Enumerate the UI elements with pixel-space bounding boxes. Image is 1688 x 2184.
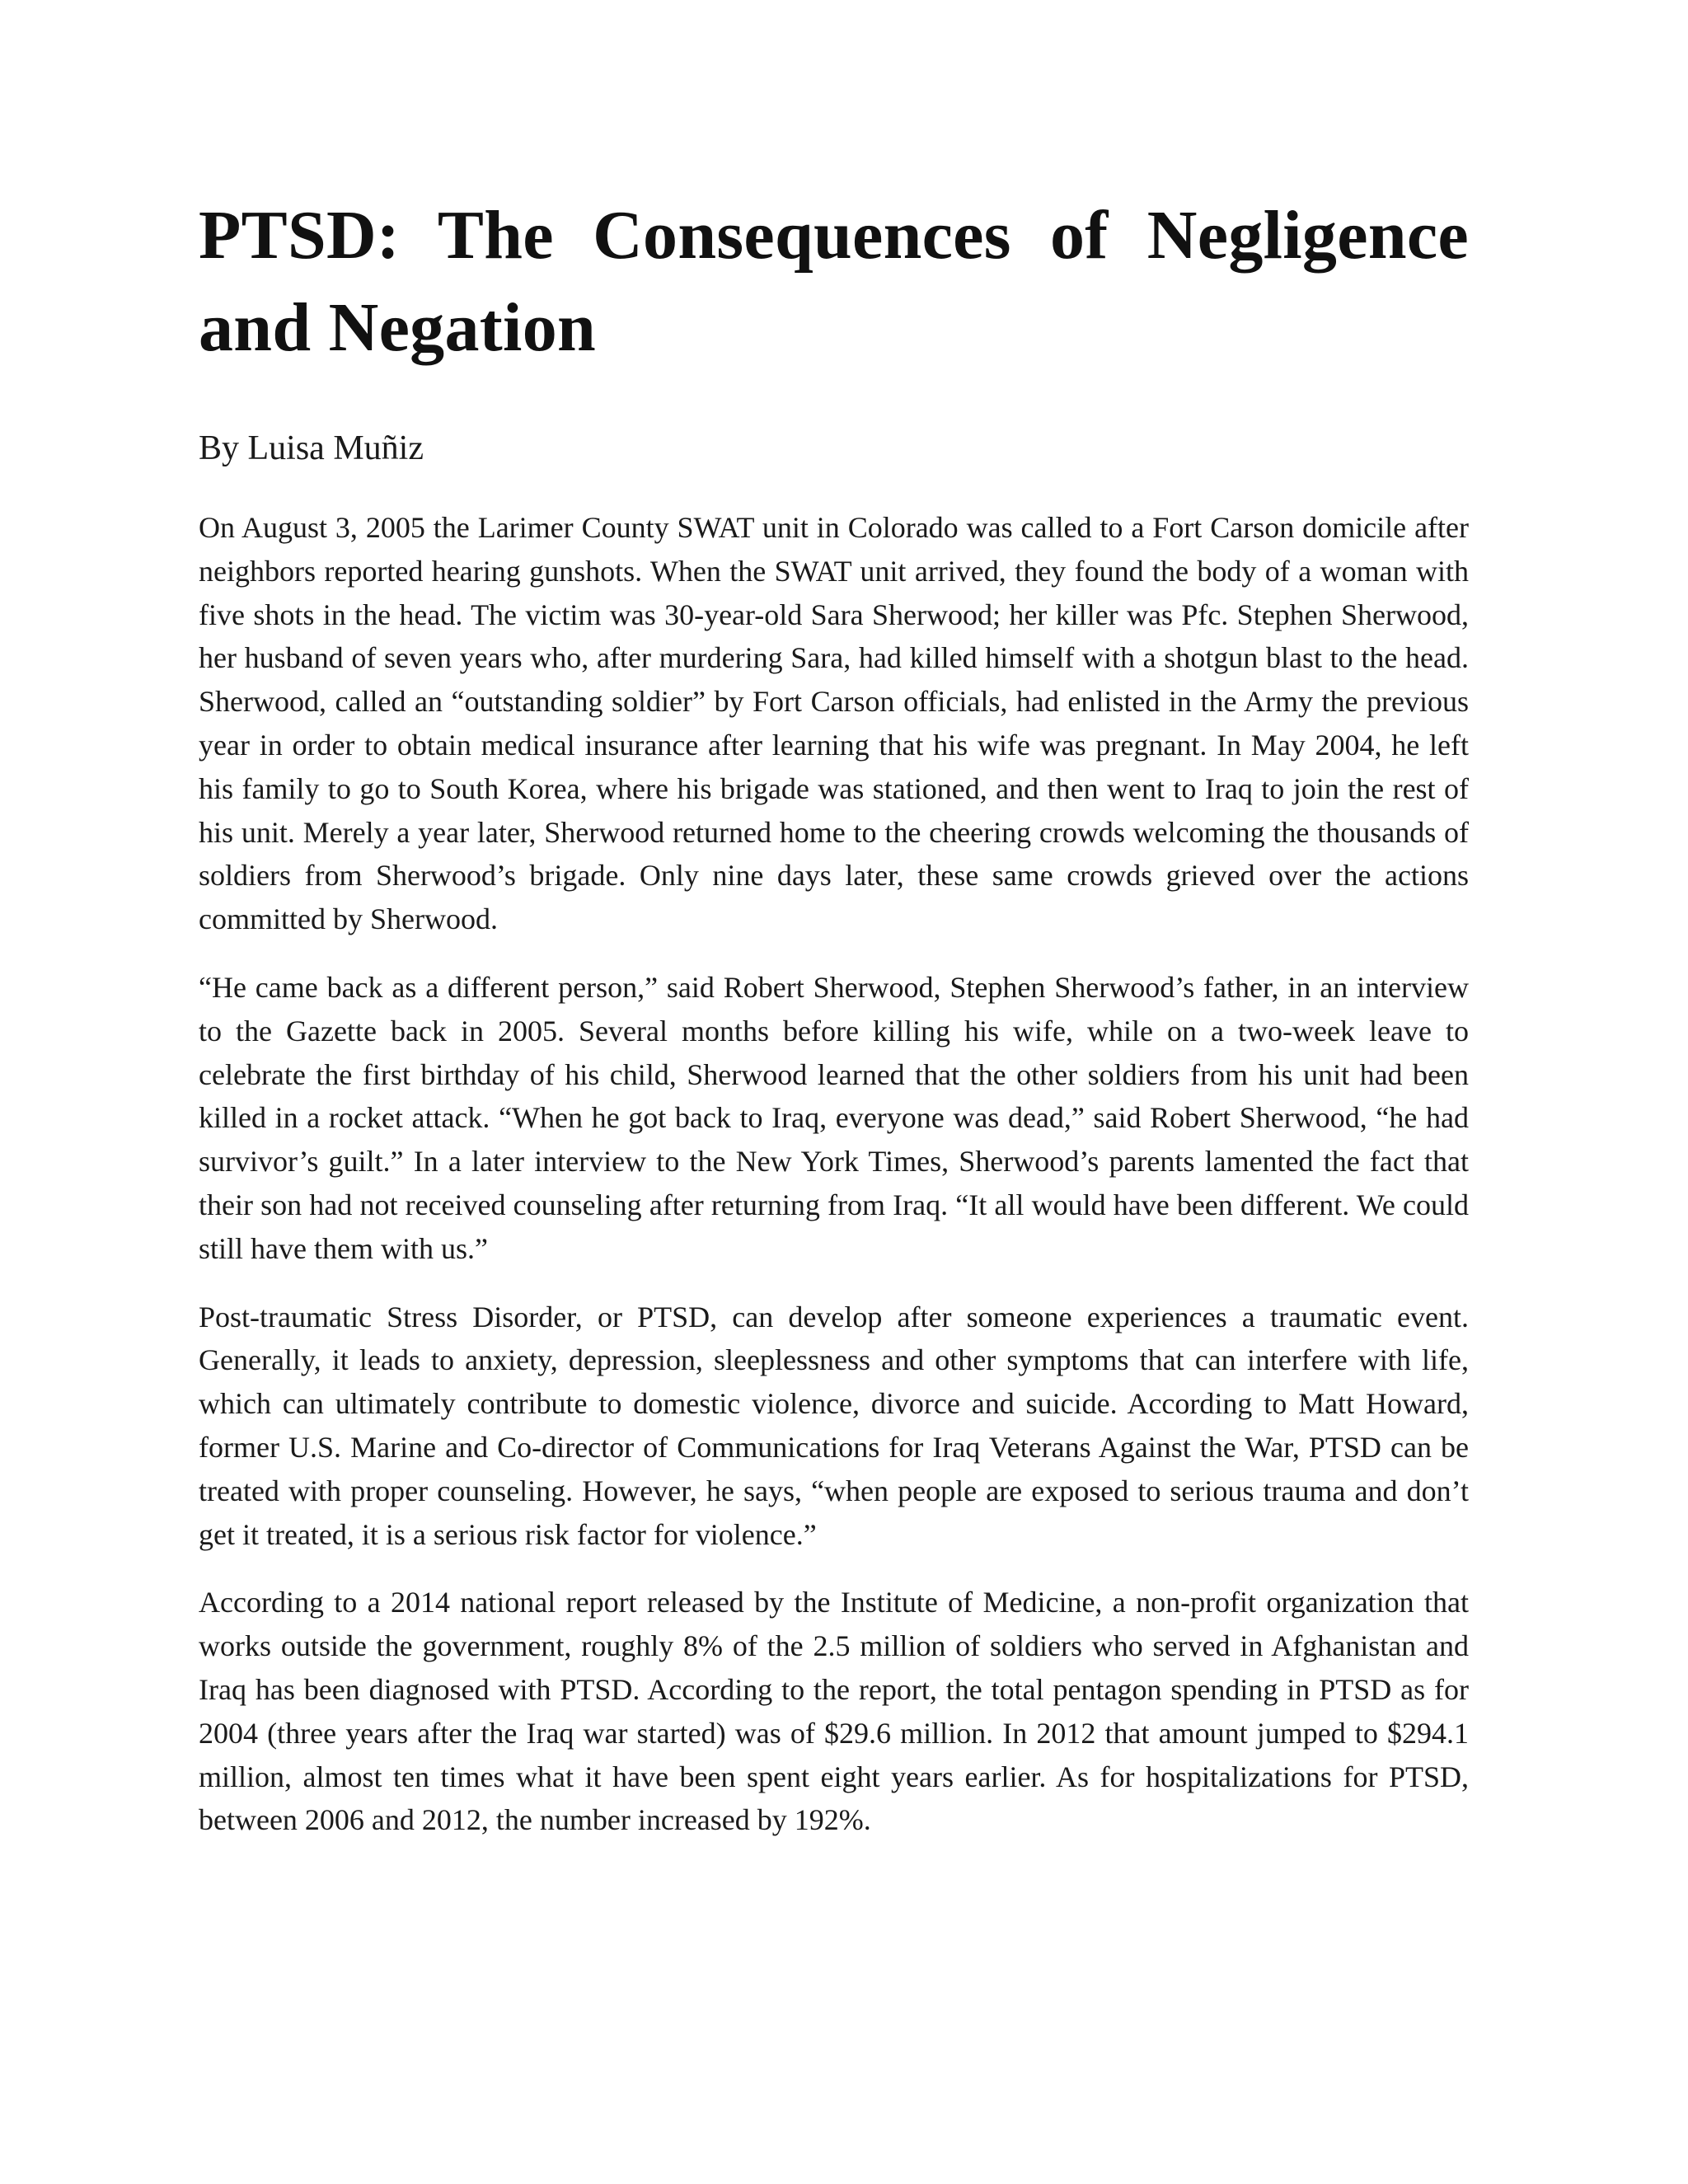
article-byline: By Luisa Muñiz xyxy=(199,429,424,467)
article-page xyxy=(199,190,1469,1867)
article-title: PTSD: The Consequences of Negligence and Negation xyxy=(199,197,1469,366)
article-paragraph: Post-traumatic Stress Disorder, or PTSD, can develop after someone experiences a traumatic event. Generally, it leads to anxiety, depression, sleeplessness and other symptoms that can interfere with life, which can ultimately contribute to domestic violence, divorce and suicide. According to Matt Howard, former U.S. Marine and Co-director of Communications for Iraq Veterans Against the War, PTSD can be treated with proper counseling. However, he says, “when people are exposed to serious trauma and don’t get it treated, it is a serious risk factor for violence.” xyxy=(199,1300,1469,1551)
article-paragraph: According to a 2014 national report released by the Institute of Medicine, a non-profit organization that works outside the government, roughly 8% of the 2.5 million of soldiers who served in Afghanistan and Iraq has been diagnosed with PTSD. According to the report, the total pentagon spending in PTSD as for 2004 (three years after the Iraq war started) was of $29.6 million. In 2012 that amount jumped to $294.1 million, almost ten times what it have been spent eight years earlier. As for hospitalizations for PTSD, between 2006 and 2012, the number increased by 192%. xyxy=(199,1586,1469,1837)
article-paragraph: “He came back as a different person,” said Robert Sherwood, Stephen Sherwood’s father, in an interview to the Gazette back in 2005. Several months before killing his wife, while on a two-week leave to celebrate the first birthday of his child, Sherwood learned that the other soldiers from his unit had been killed in a rocket attack. “When he got back to Iraq, everyone was dead,” said Robert Sherwood, “he had survivor’s guilt.” In a later interview to the New York Times, Sherwood’s parents lamented the fact that their son had not received counseling after returning from Iraq. “It all would have been different. We could still have them with us.” xyxy=(199,970,1469,1265)
article-paragraph: On August 3, 2005 the Larimer County SWAT unit in Colorado was called to a Fort Carson domicile after neighbors reported hearing gunshots. When the SWAT unit arrived, they found the body of a woman with five shots in the head. The victim was 30-year-old Sara Sherwood; her killer was Pfc. Stephen Sherwood, her husband of seven years who, after murdering Sara, had killed himself with a shotgun blast to the head. Sherwood, called an “outstanding soldier” by Fort Carson officials, had enlisted in the Army the previous year in order to obtain medical insurance after learning that his wife was pregnant. In May 2004, he left his family to go to South Korea, where his brigade was stationed, and then went to Iraq to join the rest of his unit. Merely a year later, Sherwood returned home to the cheering crowds welcoming the thousands of soldiers from Sherwood’s brigade. Only nine days later, these same crowds grieved over the actions committed by Sherwood. xyxy=(199,511,1469,936)
